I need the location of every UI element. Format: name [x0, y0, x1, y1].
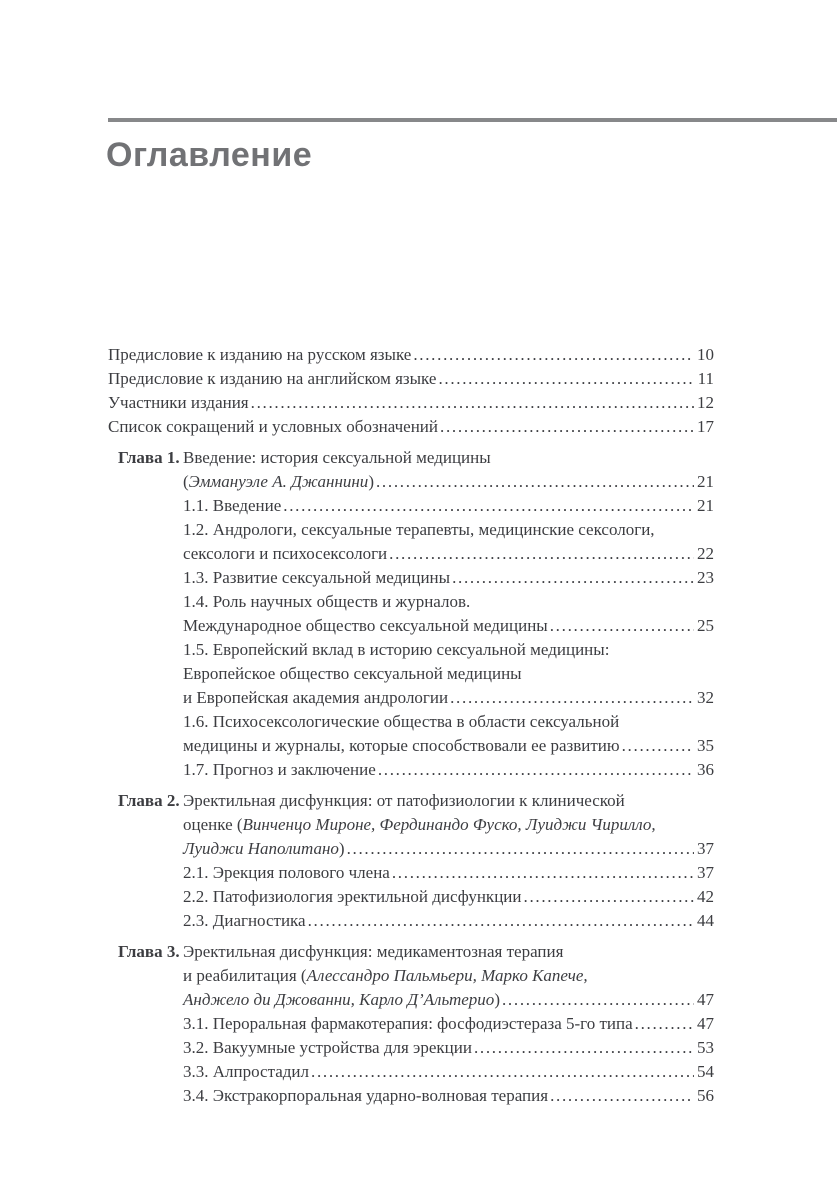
chapter-label: Глава 2.: [118, 791, 180, 810]
toc-entry-text: [183, 789, 625, 813]
toc-entry-text: [183, 1084, 548, 1108]
dot-leader: [347, 837, 694, 861]
toc-entry: [183, 518, 714, 542]
toc-entry-page: 53: [697, 1038, 714, 1057]
chapter-body: [183, 789, 714, 933]
toc-entry-text: [183, 614, 548, 638]
entry-text: Эректильная дисфункция: медикаментозная терапия: [183, 942, 564, 961]
toc-entry: [108, 343, 714, 367]
chapter-block: [108, 789, 714, 933]
toc-entry-page: 12: [697, 393, 714, 412]
entry-text: ): [338, 839, 345, 858]
toc-entry-page: 22: [697, 544, 714, 563]
entry-text: 2.2. Патофизиология эректильной дисфункции: [183, 887, 522, 906]
toc-entry-page: 21: [697, 496, 714, 515]
entry-text: 1.7. Прогноз и заключение: [183, 760, 376, 779]
entry-text: Введение: история сексуальной медицины: [183, 448, 491, 467]
entry-text: 1.6. Психосексологические общества в области сексуальной: [183, 712, 620, 731]
toc-entry: [183, 1084, 714, 1108]
chapter-block: [108, 446, 714, 782]
toc-entry: [183, 885, 714, 909]
toc-entry: [183, 590, 714, 614]
toc-entry-text: [183, 861, 390, 885]
toc-entry: [183, 1036, 714, 1060]
toc-entry-text: [183, 446, 491, 470]
front-matter-list: [108, 343, 714, 439]
dot-leader: [524, 885, 695, 909]
toc-entry-text: [183, 734, 620, 758]
toc-entry-page: 17: [697, 417, 714, 436]
toc-entry-page: 44: [697, 911, 714, 930]
toc-entry: [183, 940, 714, 964]
page-title: Оглавление: [106, 136, 313, 174]
toc-entry-text: [183, 964, 588, 988]
toc-entry-text: [183, 813, 656, 837]
toc-entry: [183, 758, 714, 782]
toc-entry-text: [183, 988, 500, 1012]
toc-entry: [108, 391, 714, 415]
toc-entry-page: 10: [697, 345, 714, 364]
toc-entry-text: [183, 518, 655, 542]
entry-text: ): [494, 990, 500, 1009]
dot-leader: [308, 909, 694, 933]
toc-entry: [183, 446, 714, 470]
toc-entry-text: [183, 662, 522, 686]
entry-text: 1.1. Введение: [183, 496, 282, 515]
author-names: Анджело ди Джованни, Карло Д’Альтерио: [183, 990, 495, 1009]
toc-entry: [183, 813, 714, 837]
dot-leader: [502, 988, 694, 1012]
toc-entry: [183, 638, 714, 662]
toc-entry-page: 11: [697, 369, 714, 388]
entry-text: Эректильная дисфункция: от патофизиологии к клинической: [183, 791, 625, 810]
toc-entry-page: 25: [697, 616, 714, 635]
toc-entry-page: 36: [697, 760, 714, 779]
entry-text: оценке (: [183, 815, 243, 834]
toc-entry: [183, 988, 714, 1012]
dot-leader: [389, 542, 694, 566]
toc-entry-text: [183, 638, 609, 662]
toc-entry: [183, 1060, 714, 1084]
dot-leader: [450, 686, 694, 710]
author-names: Алессандро Пальмьери, Марко Капече,: [306, 966, 588, 985]
toc-entry-page: 37: [697, 839, 714, 858]
dot-leader: [392, 861, 694, 885]
entry-text: 1.4. Роль научных обществ и журналов.: [183, 592, 471, 611]
entry-text: 1.2. Андрологи, сексуальные терапевты, медицинские сексологи,: [183, 520, 655, 539]
dot-leader: [378, 758, 694, 782]
entry-text: 2.3. Диагностика: [183, 911, 306, 930]
toc-entry-page: 47: [697, 990, 714, 1009]
toc-entry-text: [183, 940, 563, 964]
toc-entry: [183, 909, 714, 933]
toc-entry-text: [183, 470, 374, 494]
toc-entry: [183, 964, 714, 988]
entry-text: 3.1. Пероральная фармакотерапия: фосфодиэстераза 5-го типа: [183, 1014, 633, 1033]
dot-leader: [438, 367, 694, 391]
toc-entry: [183, 837, 714, 861]
dot-leader: [440, 415, 694, 439]
dot-leader: [251, 391, 694, 415]
entry-text: и реабилитация (: [183, 966, 307, 985]
entry-text: ): [368, 472, 374, 491]
toc-entry: [183, 686, 714, 710]
toc-entry-text: [183, 494, 281, 518]
toc-entry-page: 35: [697, 736, 714, 755]
toc-entry: [183, 710, 714, 734]
toc-entry-text: [183, 758, 376, 782]
dot-leader: [452, 566, 694, 590]
toc-entry: [183, 789, 714, 813]
entry-text: Предисловие к изданию на русском языке: [108, 345, 412, 364]
author-names: Луиджи Наполитано: [183, 839, 339, 858]
dot-leader: [413, 343, 694, 367]
entry-text: 3.3. Алпростадил: [183, 1062, 309, 1081]
toc-entry-page: 23: [697, 568, 714, 587]
dot-leader: [474, 1036, 694, 1060]
entry-text: Международное общество сексуальной медицины: [183, 616, 548, 635]
entry-text: Предисловие к изданию на английском языке: [108, 369, 437, 388]
toc-entry: [183, 734, 714, 758]
toc-entry-text: [183, 686, 448, 710]
dot-leader: [283, 494, 694, 518]
toc-entry: [183, 542, 714, 566]
entry-text: 1.3. Развитие сексуальной медицины: [183, 568, 451, 587]
toc-entry-page: 42: [697, 887, 714, 906]
dot-leader: [622, 734, 694, 758]
toc-entry: [183, 861, 714, 885]
entry-text: медицины и журналы, которые способствовали ее развитию: [183, 736, 620, 755]
toc-entry: [183, 566, 714, 590]
toc-entry-page: 47: [697, 1014, 714, 1033]
toc-entry-text: [108, 367, 436, 391]
dot-leader: [635, 1012, 694, 1036]
chapter-list: [108, 446, 714, 1108]
toc-entry-text: [183, 1036, 472, 1060]
toc-entry: [108, 367, 714, 391]
toc-entry-page: 21: [697, 472, 714, 491]
toc-entry: [108, 415, 714, 439]
entry-text: 2.1. Эрекция полового члена: [183, 863, 390, 882]
entry-text: 3.4. Экстракорпоральная ударно-волновая терапия: [183, 1086, 549, 1105]
toc-entry-text: [183, 885, 522, 909]
author-names: Эммануэле А. Джаннини: [188, 472, 369, 491]
entry-text: 3.2. Вакуумные устройства для эрекции: [183, 1038, 472, 1057]
chapter-body: [183, 446, 714, 782]
toc-entry-page: 32: [697, 688, 714, 707]
toc-entry: [183, 470, 714, 494]
entry-text: Участники издания: [108, 393, 249, 412]
toc-entry-text: [183, 1012, 633, 1036]
author-names: Винченцо Мироне, Фердинандо Фуско, Луиджи Чирилло,: [242, 815, 656, 834]
entry-text: Список сокращений и условных обозначений: [108, 417, 439, 436]
dot-leader: [550, 614, 694, 638]
entry-text: Европейское общество сексуальной медицины: [183, 664, 522, 683]
toc-entry-page: 56: [697, 1086, 714, 1105]
chapter-label: Глава 3.: [118, 942, 180, 961]
toc-entry-text: [183, 710, 619, 734]
toc-entry-text: [183, 909, 306, 933]
entry-text: (: [183, 472, 189, 491]
toc-entry: [183, 614, 714, 638]
entry-text: 1.5. Европейский вклад в историю сексуальной медицины:: [183, 640, 610, 659]
dot-leader: [311, 1060, 694, 1084]
toc-entry-text: [108, 415, 438, 439]
dot-leader: [550, 1084, 694, 1108]
toc-entry-text: [183, 590, 470, 614]
toc-entry-text: [108, 343, 411, 367]
entry-text: сексологи и психосексологи: [183, 544, 388, 563]
chapter-label: Глава 1.: [118, 448, 180, 467]
toc-entry-text: [183, 1060, 309, 1084]
table-of-contents: [108, 343, 714, 1108]
toc-entry-page: 37: [697, 863, 714, 882]
toc-entry-text: [108, 391, 249, 415]
toc-entry: [183, 494, 714, 518]
chapter-block: [108, 940, 714, 1108]
toc-entry-text: [183, 837, 345, 861]
toc-entry: [183, 662, 714, 686]
dot-leader: [376, 470, 694, 494]
toc-entry: [183, 1012, 714, 1036]
header-rule: [108, 118, 837, 122]
toc-entry-page: 54: [697, 1062, 714, 1081]
toc-entry-text: [183, 566, 450, 590]
toc-entry-text: [183, 542, 387, 566]
chapter-body: [183, 940, 714, 1108]
entry-text: и Европейская академия андрологии: [183, 688, 449, 707]
